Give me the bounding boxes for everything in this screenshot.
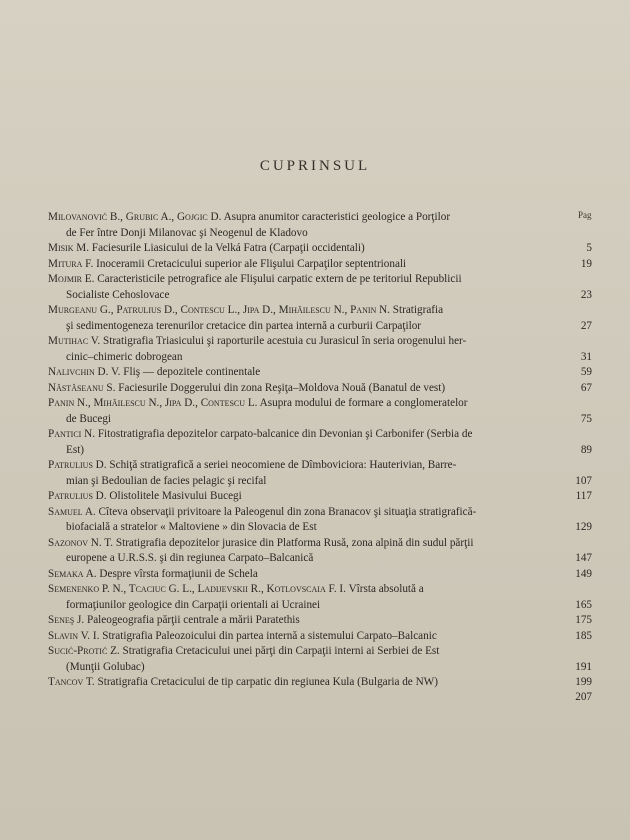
toc-entry	[48, 396, 592, 427]
toc-entry-continuation	[48, 660, 556, 676]
toc-title-text: Stratigrafia depozitelor jurasice din Platforma Rusă, zona alpină din sudul părţii	[115, 536, 474, 549]
toc-title-text: cinic–chimeric dobrogean	[66, 350, 183, 363]
toc-entry-first-line	[48, 365, 556, 381]
toc-entry	[48, 644, 592, 675]
toc-author: Mojmir E.	[48, 273, 95, 285]
toc-title-text: Asupra modului de formare a conglomeratelor	[259, 397, 468, 409]
toc-entry	[48, 272, 592, 303]
toc-entry	[48, 241, 592, 257]
toc-page-number: 199	[575, 676, 592, 688]
toc-entry-continuation	[48, 412, 556, 428]
toc-entry	[48, 582, 592, 613]
toc-author: Patrulius D.	[48, 459, 107, 471]
toc-entry-first-line	[48, 334, 556, 350]
toc-author: Murgeanu G., Patrulius D., Contescu L., Jipa D., Mihăilescu N., Panin N.	[48, 304, 390, 316]
toc-entry-first-line	[48, 241, 556, 257]
toc-entry-first-line	[48, 303, 556, 319]
toc-page-number: 107	[575, 474, 592, 487]
toc-title-text: şi sedimentogeneza terenurilor cretacice din partea internă a curburii Carpaţilor	[66, 319, 422, 332]
toc-title-text: biofacială a stratelor « Maltoviene » din Slovacia de Est	[66, 521, 317, 533]
toc-title-text: mian şi Bedoulian de facies pelagic şi recifal	[66, 474, 267, 487]
page-title: CUPRINSUL	[259, 158, 371, 174]
toc-entry	[48, 536, 592, 567]
toc-entry	[48, 210, 588, 241]
toc-entry-first-line	[48, 613, 556, 629]
page-column-label: Pag	[578, 210, 592, 220]
toc-author: Mitura F.	[48, 257, 94, 270]
toc-title-text: de Fer între Donji Milanovac şi Neogenul de Kladovo	[66, 226, 308, 239]
toc-entry-first-line	[48, 489, 556, 505]
toc-author: Pantici N.	[48, 428, 96, 440]
toc-author: Milovanović B., Grubic A., Gojgic D.	[48, 211, 222, 223]
toc-author: Seneş J.	[48, 614, 85, 626]
toc-author: Sazonov N. T.	[48, 536, 114, 549]
toc-entry	[48, 675, 592, 703]
toc-title-text: Vîrsta absolută a	[348, 583, 424, 595]
toc-entry	[48, 303, 592, 334]
toc-author: Sucić-Protić Z.	[48, 645, 120, 657]
toc-title-text: Stratigrafia Triasicului şi raporturile acestuia cu Jurasicul în seria orogenului her-	[103, 335, 467, 347]
toc-entry-first-line	[48, 458, 556, 474]
toc-page-number: 27	[580, 319, 592, 332]
toc-page-number: 89	[580, 443, 592, 456]
toc-entry	[48, 427, 592, 458]
toc-entry-first-line	[48, 536, 556, 552]
toc-title-text: Socialiste Cehoslovace	[66, 288, 170, 301]
toc-entry-first-line	[48, 505, 556, 521]
toc-title-text: formaţiunilor geologice din Carpaţii orientali ai Ucrainei	[66, 598, 321, 611]
toc-entry	[48, 257, 592, 273]
toc-page-number: 75	[580, 412, 592, 425]
toc-author: Panin N., Mihăilescu N., Jipa D., Contescu L.	[48, 397, 258, 409]
toc-entry-first-line	[48, 381, 556, 397]
toc-entry-first-line	[48, 272, 556, 288]
toc-author: Misik M.	[48, 242, 90, 254]
toc-entry-continuation	[48, 551, 556, 567]
toc-author: Mutihac V.	[48, 335, 101, 347]
toc-entry-first-line	[48, 427, 556, 443]
toc-author: Năstăseanu S.	[48, 381, 116, 394]
toc-page-number: 129	[575, 521, 592, 533]
toc-title-text: Stratigrafia Paleozoicului din partea internă a sistemului Carpato–Balcanic	[102, 629, 437, 642]
toc-author: Samuel A.	[48, 505, 96, 518]
toc-author: Semenenko P. N., Tcaciuc G. L., Ladijevskii R., Kotlovscaia F. I.	[48, 583, 346, 595]
toc-entry-first-line	[48, 644, 556, 660]
toc-page-number: 191	[575, 660, 592, 673]
toc-title-text: Asupra anumitor caracteristici geologice a Porţilor	[223, 211, 451, 223]
toc-title-text: Stratigrafia	[392, 304, 444, 316]
toc-entry	[48, 489, 592, 505]
toc-title-text: Caracteristicile petrografice ale Flişului carpatic extern de pe teritoriul Republicii	[97, 273, 462, 285]
toc-entry-first-line	[48, 675, 556, 691]
toc-entry-first-line	[48, 396, 556, 412]
toc-entry-first-line	[48, 257, 556, 273]
toc-page-number: 147	[575, 552, 592, 564]
toc-entry-continuation	[48, 598, 556, 614]
toc-entry-first-line	[48, 567, 556, 583]
toc-author: Semaka A.	[48, 567, 97, 580]
toc-page-number: 185	[575, 629, 592, 642]
toc-title-text: Faciesurile Liasicului de la Velká Fatra (Carpaţii occidentali)	[91, 242, 365, 254]
toc-entry-continuation	[48, 350, 556, 366]
toc-entry-continuation	[48, 474, 556, 490]
toc-page-number: 149	[575, 567, 592, 580]
toc-author: Nalivchin D. V.	[48, 366, 121, 378]
toc-page-number: 207	[575, 691, 592, 703]
toc-title-text: Cîteva observaţii privitoare la Paleogenul din zona Branacov şi situaţia stratigrafică-	[98, 505, 477, 518]
toc-entry	[48, 381, 592, 397]
toc-entry-continuation	[48, 288, 556, 304]
toc-title-text: Stratigrafia Cretacicului de tip carpatic din regiunea Kula (Bulgaria de NW)	[97, 676, 438, 688]
toc-page-number: 5	[586, 242, 592, 254]
toc-entry-continuation	[48, 226, 556, 242]
toc-author: Slavin V. I.	[48, 629, 100, 642]
toc-page-number: 31	[580, 350, 592, 363]
toc-entry	[48, 334, 592, 365]
toc-entry-first-line	[48, 629, 556, 645]
toc-title-text: Faciesurile Doggerului din zona Reşiţa–Moldova Nouă (Banatul de vest)	[118, 381, 446, 394]
toc-page-number: 59	[580, 366, 592, 378]
toc-page-number: 67	[580, 381, 592, 394]
toc-page-number: 165	[575, 598, 592, 611]
toc-entry	[48, 365, 592, 381]
toc-title-text: Fliş — depozitele continentale	[123, 366, 261, 378]
toc-title-text: Schiţă stratigrafică a seriei neocomiene de Dîmboviciora: Hauterivian, Barre-	[109, 459, 457, 471]
toc-entry-continuation	[48, 443, 556, 459]
toc-title-text: (Munţii Golubac)	[66, 660, 145, 673]
toc-entry	[48, 458, 592, 489]
toc-entry	[48, 629, 592, 645]
toc-entry-continuation	[48, 520, 556, 536]
toc-title-text: Olistolitele Masivului Bucegi	[109, 490, 242, 502]
toc-page-number: 117	[575, 490, 592, 502]
toc-page-number: 23	[580, 288, 592, 301]
toc-title-text: europene a U.R.S.S. şi din regiunea Carpato–Balcanică	[66, 552, 314, 564]
toc-page-number: 175	[575, 614, 592, 626]
toc-title-text: Despre vîrsta formaţiunii de Schela	[99, 567, 258, 580]
toc-title-text: Stratigrafia Cretacicului unei părţi din Carpaţii interni ai Serbiei de Est	[122, 645, 440, 657]
toc-entry-continuation	[48, 319, 556, 335]
toc-title-text: Paleogeografia părţii centrale a mării Paratethis	[86, 614, 300, 626]
toc-title-text: de Bucegi	[66, 412, 112, 425]
toc-entry-first-line	[48, 582, 556, 598]
toc-title-text: Fitostratigrafia depozitelor carpato-balcanice din Devonian şi Carbonifer (Serbia de	[97, 428, 473, 440]
table-of-contents	[48, 210, 592, 703]
toc-page-number: 19	[580, 257, 592, 270]
toc-title-text: Est)	[66, 443, 85, 456]
toc-author: Tancov T.	[48, 676, 95, 688]
toc-entry-first-line	[48, 210, 556, 226]
toc-author: Patrulius D.	[48, 490, 107, 502]
toc-entry	[48, 567, 592, 583]
toc-entry	[48, 505, 592, 536]
toc-title-text: Inoceramii Cretacicului superior ale Flişului Carpaţilor septentrionali	[96, 257, 407, 270]
toc-entry	[48, 613, 592, 629]
